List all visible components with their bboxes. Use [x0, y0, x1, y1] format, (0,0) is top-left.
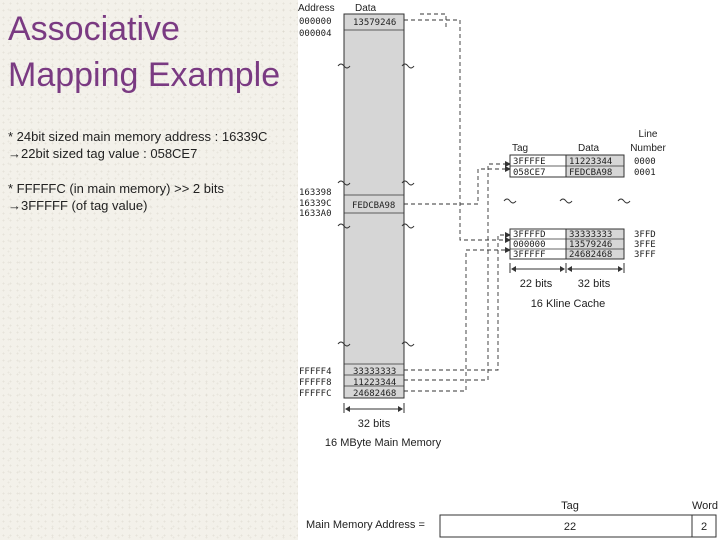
cache-data-value: 11223344: [569, 157, 613, 167]
cache-tag-value: 3FFFFF: [513, 250, 546, 260]
cache-line-header: Line: [638, 129, 658, 140]
mm-data-value: 13579246: [353, 18, 397, 28]
cache-tag-header: Tag: [512, 143, 529, 154]
note-shift-bits: [8, 180, 224, 214]
note-1-line-1: * 24bit sized main memory address : 16339C: [8, 129, 268, 144]
mm-address-header: Address: [298, 3, 335, 14]
mm-address: 16339C: [299, 199, 332, 209]
slide-title-line-1: Associative: [8, 10, 180, 48]
cache-data-value: FEDCBA98: [569, 168, 613, 178]
cache-tag-value: 058CE7: [513, 168, 546, 178]
note-1-line-2: →22bit sized tag value : 058CE7: [8, 146, 198, 161]
cache-line-number: 0000: [634, 157, 656, 167]
cache-break-marks: [504, 199, 630, 203]
address-tag-bits: 22: [563, 521, 577, 533]
note-2-line-2: →3FFFFF (of tag value): [8, 198, 148, 213]
mm-data-value: 24682468: [353, 389, 397, 399]
mm-address: 163398: [299, 188, 332, 198]
address-tag-header: Tag: [561, 500, 579, 512]
cache-caption: 16 Kline Cache: [530, 298, 606, 310]
mm-data-value: 33333333: [353, 367, 397, 377]
slide-title-line-2: Mapping Example: [8, 56, 281, 94]
cache-line-number: 3FFE: [634, 240, 656, 250]
cache-line-number: 3FFD: [634, 230, 656, 240]
cache-tag-value: 3FFFFD: [513, 230, 546, 240]
note-address-to-tag: [8, 128, 267, 162]
mm-address: 000004: [299, 29, 332, 39]
slide-text-panel: [0, 0, 298, 540]
cache-line-number: 0001: [634, 168, 656, 178]
mm-data-header: Data: [355, 3, 377, 14]
mm-data-value: FEDCBA98: [352, 201, 396, 211]
cache-data-value: 33333333: [569, 230, 613, 240]
mm-address: FFFFFC: [299, 389, 332, 399]
mm-address: FFFFF8: [299, 378, 332, 388]
cache-data-value: 24682468: [569, 250, 613, 260]
cache-width-dimensions: [510, 263, 624, 273]
cache-data-bits: 32 bits: [577, 278, 611, 290]
cache-tag-value: 3FFFFE: [513, 157, 546, 167]
mm-data-value: 11223344: [353, 378, 397, 388]
mm-address: 1633A0: [299, 209, 332, 219]
mm-width-dimension: [344, 403, 404, 413]
mm-address: 000000: [299, 17, 332, 27]
address-word-header: Word: [691, 500, 719, 512]
address-format-label: Main Memory Address =: [306, 519, 425, 531]
cache-tag-bits: 22 bits: [519, 278, 553, 290]
slide-title: [8, 6, 280, 98]
associative-mapping-diagram: [298, 0, 720, 540]
cache-tag-value: 000000: [513, 240, 546, 250]
cache-data-value: 13579246: [569, 240, 613, 250]
cache-number-header: Number: [630, 143, 666, 154]
cache-line-number: 3FFF: [634, 250, 656, 260]
cache-data-header: Data: [578, 143, 600, 154]
mapping-connectors: [404, 14, 508, 391]
mm-address: FFFFF4: [299, 367, 332, 377]
mm-caption: 16 MByte Main Memory: [324, 437, 442, 449]
mm-width-label: 32 bits: [357, 418, 391, 430]
address-word-bits: 2: [700, 521, 708, 533]
note-2-line-1: * FFFFFC (in main memory) >> 2 bits: [8, 181, 224, 196]
